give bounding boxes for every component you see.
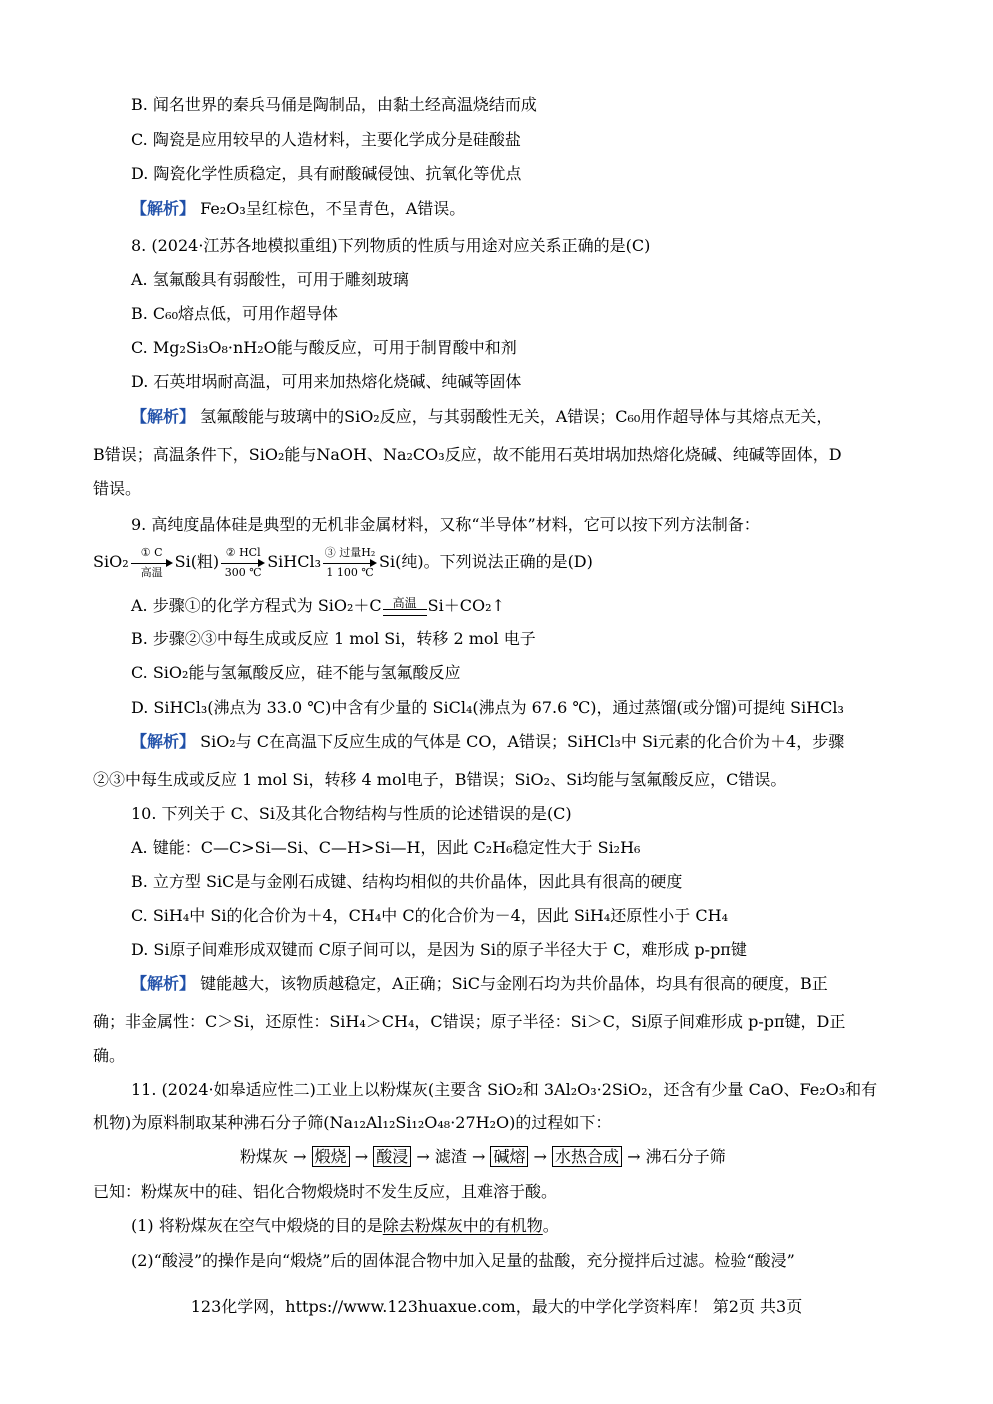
- q10-analysis-text-1: 键能越大，该物质越稳定，A正确；SiC与金刚石均为共价晶体，均具有很高的硬度，B正: [200, 974, 828, 993]
- flow-arrow-icon: →: [293, 1147, 307, 1166]
- reaction-condition: 高温: [383, 597, 427, 616]
- q7-option-d: D. 陶瓷化学性质稳定，具有耐酸碱侵蚀、抗氧化等优点: [131, 164, 522, 183]
- q11-part-2: (2)“酸浸”的操作是向“煅烧”后的固体混合物中加入足量的盐酸，充分搅拌后过滤。检验“酸浸”: [131, 1251, 795, 1270]
- product-si-crude: Si(粗): [174, 552, 220, 571]
- q10-option-c: C. SiH₄中 Si的化合价为＋4，CH₄中 C的化合价为－4，因此 SiH₄还原性小于 CH₄: [131, 906, 728, 925]
- reactant-sio2: SiO₂: [93, 552, 129, 571]
- q9-stem: 9. 高纯度晶体硅是典型的无机非金属材料，又称“半导体”材料，它可以按下列方法制备：: [131, 515, 760, 534]
- flow-step-6: 水热合成: [552, 1146, 622, 1167]
- flow-step-5: 碱熔: [490, 1146, 528, 1167]
- q11-known: 已知：粉煤灰中的硅、铝化合物煅烧时不发生反应，且难溶于酸。: [93, 1182, 558, 1201]
- q11-part-1: (1) 将粉煤灰在空气中煅烧的目的是除去粉煤灰中的有机物。: [131, 1216, 559, 1235]
- q7-analysis: [131, 198, 465, 220]
- answer-text: 除去粉煤灰中的有机物: [382, 1216, 543, 1235]
- q10-analysis-line-3: 确。: [93, 1046, 126, 1065]
- analysis-tag: 【解析】: [131, 732, 196, 751]
- flow-step-4: 滤渣: [434, 1147, 467, 1166]
- q8-option-d: D. 石英坩埚耐高温，可用来加热熔化烧碱、纯碱等固体: [131, 372, 522, 391]
- q9-stem-tail: Si(纯)。下列说法正确的是(D): [379, 552, 593, 571]
- q9-option-c: C. SiO₂能与氢氟酸反应，硅不能与氢氟酸反应: [131, 663, 461, 682]
- q8-stem: 8. (2024·江苏各地模拟重组)下列物质的性质与用途对应关系正确的是(C): [131, 236, 651, 255]
- q10-stem: 10. 下列关于 C、Si及其化合物结构与性质的论述错误的是(C): [131, 804, 572, 823]
- page-footer: 123化学网，https://www.123huaxue.com，最大的中学化学资料库！ 第2页 共3页: [190, 1297, 803, 1316]
- flow-arrow-icon: →: [416, 1147, 430, 1166]
- q8-option-b: B. C₆₀熔点低，可用作超导体: [131, 304, 339, 323]
- flow-arrow-icon: →: [471, 1147, 486, 1166]
- analysis-tag: 【解析】: [131, 407, 196, 426]
- q10-option-b: B. 立方型 SiC是与金刚石成键、结构均相似的共价晶体，因此具有很高的硬度: [131, 872, 683, 891]
- reaction-arrow-2: ② HCl 300 ℃: [221, 547, 265, 579]
- q11-process-flow: [240, 1146, 726, 1168]
- q11-stem-line-1: 11. (2024·如皋适应性二)工业上以粉煤灰(主要含 SiO₂和 3Al₂O₃·2SiO₂，还含有少量 CaO、Fe₂O₃和有: [131, 1080, 878, 1099]
- q10-option-a: A. 键能：C—C>Si—Si、C—H>Si—H，因此 C₂H₆稳定性大于 Si₂H₆: [131, 838, 641, 857]
- q8-option-c: C. Mg₂Si₃O₈·nH₂O能与酸反应，可用于制胃酸中和剂: [131, 338, 517, 357]
- analysis-tag: 【解析】: [131, 974, 196, 993]
- analysis-tag: 【解析】: [131, 199, 196, 218]
- q7-analysis-text: Fe₂O₃呈红棕色，不呈青色，A错误。: [200, 199, 466, 218]
- flow-step-2: 煅烧: [312, 1146, 350, 1167]
- q10-analysis-line-2: 确；非金属性：C＞Si，还原性：SiH₄＞CH₄，C错误；原子半径：Si＞C，Si原子间难形成 p-pπ键，D正: [93, 1012, 846, 1031]
- q7-option-b: B. 闻名世界的秦兵马俑是陶制品，由黏土经高温烧结而成: [131, 95, 537, 114]
- q8-analysis-line-3: 错误。: [93, 479, 142, 498]
- reaction-arrow-1: ① C 高温: [131, 547, 173, 579]
- q8-analysis-text-1: 氢氟酸能与玻璃中的SiO₂反应，与其弱酸性无关，A错误；C₆₀用作超导体与其熔点无关，: [200, 407, 833, 426]
- q9-option-a: A. 步骤①的化学方程式为 SiO₂＋C 高温 Si＋CO₂↑: [131, 596, 505, 615]
- q9-option-b: B. 步骤②③中每生成或反应 1 mol Si，转移 2 mol 电子: [131, 629, 536, 648]
- flow-step-7: 沸石分子筛: [645, 1147, 726, 1166]
- q9-reaction-scheme: [93, 544, 593, 580]
- q7-option-c: C. 陶瓷是应用较早的人造材料，主要化学成分是硅酸盐: [131, 130, 521, 149]
- q9-analysis-line-1: [131, 731, 844, 753]
- q9-option-d: D. SiHCl₃(沸点为 33.0 ℃)中含有少量的 SiCl₄(沸点为 67.6 ℃)，通过蒸馏(或分馏)可提纯 SiHCl₃: [131, 698, 844, 717]
- flow-step-1: 粉煤灰: [240, 1147, 289, 1166]
- q8-analysis-line-2: B错误；高温条件下，SiO₂能与NaOH、Na₂CO₃反应，故不能用石英坩埚加热熔化烧碱、纯碱等固体，D: [93, 445, 842, 464]
- flow-step-3: 酸浸: [373, 1146, 411, 1167]
- flow-arrow-icon: →: [354, 1147, 369, 1166]
- q10-analysis-line-1: [131, 973, 828, 995]
- q8-option-a: A. 氢氟酸具有弱酸性，可用于雕刻玻璃: [131, 270, 409, 289]
- q11-stem-line-2: 机物)为原料制取某种沸石分子筛(Na₁₂Al₁₂Si₁₂O₄₈·27H₂O)的过程如下：: [93, 1113, 612, 1132]
- q9-analysis-text-1: SiO₂与 C在高温下反应生成的气体是 CO，A错误；SiHCl₃中 Si元素的化合价为＋4，步骤: [200, 732, 845, 751]
- product-sihcl3: SiHCl₃: [267, 552, 321, 571]
- q9-analysis-line-2: ②③中每生成或反应 1 mol Si，转移 4 mol电子，B错误；SiO₂、Si均能与氢氟酸反应，C错误。: [93, 770, 787, 789]
- flow-arrow-icon: →: [627, 1147, 641, 1166]
- q8-analysis-line-1: [131, 406, 832, 428]
- flow-arrow-icon: →: [533, 1147, 547, 1166]
- reaction-arrow-3: ③ 过量H₂ 1 100 ℃: [324, 545, 376, 579]
- q10-option-d: D. Si原子间难形成双键而 C原子间可以，是因为 Si的原子半径大于 C，难形成 p-pπ键: [131, 940, 747, 959]
